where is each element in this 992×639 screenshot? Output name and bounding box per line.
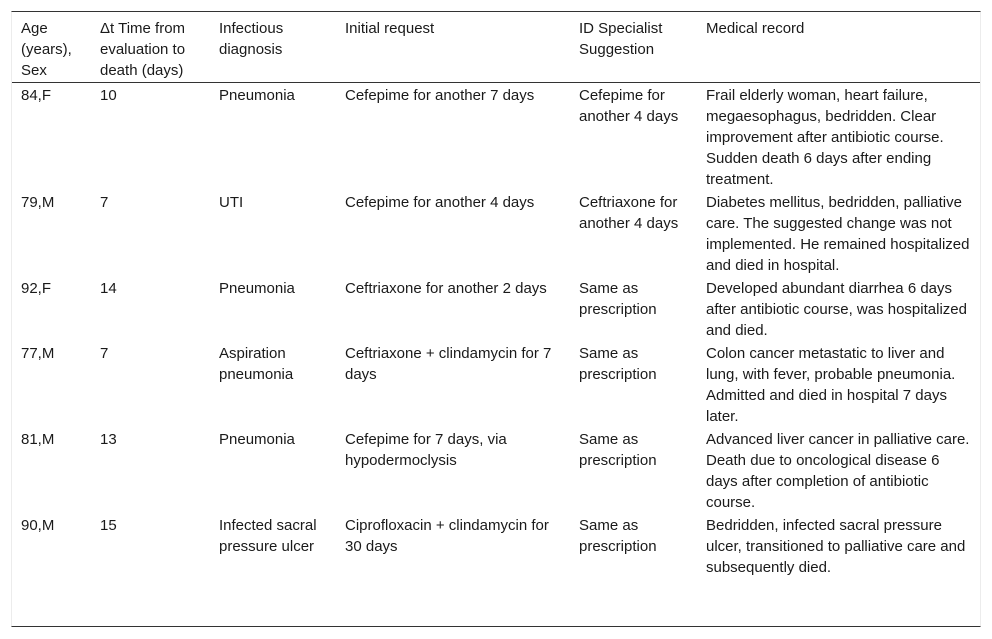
cell-initial-request: Ceftriaxone for another 2 days (345, 280, 547, 297)
cell-infectious-diagnosis: Pneumonia (219, 431, 295, 448)
cell-medical-record: Frail elderly woman, heart failure, megaesophagus, bedridden. Clear improvement after antibiotic course. Sudden death 6 days after ending treatment. (706, 87, 944, 188)
cell-infectious-diagnosis: Infected sacral pressure ulcer (219, 517, 317, 555)
cell-medical-record: Bedridden, infected sacral pressure ulcer, transitioned to palliative care and subsequently died. (706, 517, 966, 576)
cell-initial-request: Cefepime for another 4 days (345, 194, 535, 211)
header-medical-record: Medical record (706, 20, 805, 37)
cell-medical-record: Advanced liver cancer in palliative care. Death due to oncological disease 6 days after completion of antibiotic course. (706, 431, 970, 511)
header-infectious-diagnosis: Infectious diagnosis (219, 20, 284, 58)
cell-age-sex: 84,F (21, 87, 52, 104)
table-row (12, 190, 980, 276)
cell-medical-record: Developed abundant diarrhea 6 days after antibiotic course, was hospitalized and died. (706, 280, 967, 339)
cell-age-sex: 77,M (21, 345, 55, 362)
header-age-sex: Age (years), Sex (21, 20, 72, 79)
cell-time-to-death: 14 (100, 280, 117, 297)
cell-time-to-death: 15 (100, 517, 117, 534)
cell-initial-request: Ciprofloxacin + clindamycin for 30 days (345, 517, 549, 555)
cell-infectious-diagnosis: Aspiration pneumonia (219, 345, 294, 383)
header-id-specialist-suggestion: ID Specialist Suggestion (579, 20, 663, 58)
cell-infectious-diagnosis: Pneumonia (219, 87, 295, 104)
cell-id-specialist-suggestion: Cefepime for another 4 days (579, 87, 679, 125)
cell-id-specialist-suggestion: Same as prescription (579, 345, 657, 383)
cell-medical-record: Diabetes mellitus, bedridden, palliative care. The suggested change was not implemented. He remained hospitalized and died in hospital. (706, 194, 970, 274)
cell-age-sex: 92,F (21, 280, 52, 297)
cell-initial-request: Ceftriaxone + clindamycin for 7 days (345, 345, 552, 383)
cell-time-to-death: 7 (100, 194, 109, 211)
cell-time-to-death: 7 (100, 345, 109, 362)
cell-initial-request: Cefepime for 7 days, via hypodermoclysis (345, 431, 507, 469)
cell-initial-request: Cefepime for another 7 days (345, 87, 535, 104)
cell-age-sex: 81,M (21, 431, 55, 448)
header-initial-request: Initial request (345, 20, 435, 37)
table-container (11, 11, 981, 627)
cell-id-specialist-suggestion: Same as prescription (579, 280, 657, 318)
table-row (12, 427, 980, 513)
header-time-to-death: Δt Time from evaluation to death (days) (100, 20, 186, 79)
cell-id-specialist-suggestion: Same as prescription (579, 431, 657, 469)
cell-id-specialist-suggestion: Ceftriaxone for another 4 days (579, 194, 679, 232)
cell-time-to-death: 13 (100, 431, 117, 448)
cell-id-specialist-suggestion: Same as prescription (579, 517, 657, 555)
table-row (12, 341, 980, 427)
table-row (12, 513, 980, 578)
table-row (12, 83, 980, 191)
table-row (12, 276, 980, 341)
cell-medical-record: Colon cancer metastatic to liver and lung, with fever, probable pneumonia. Admitted and died in hospital 7 days later. (706, 345, 956, 425)
cell-age-sex: 90,M (21, 517, 55, 534)
header-row (12, 12, 980, 83)
cell-time-to-death: 10 (100, 87, 117, 104)
cell-age-sex: 79,M (21, 194, 55, 211)
cell-infectious-diagnosis: UTI (219, 194, 244, 211)
patients-table (12, 12, 980, 578)
cell-infectious-diagnosis: Pneumonia (219, 280, 295, 297)
